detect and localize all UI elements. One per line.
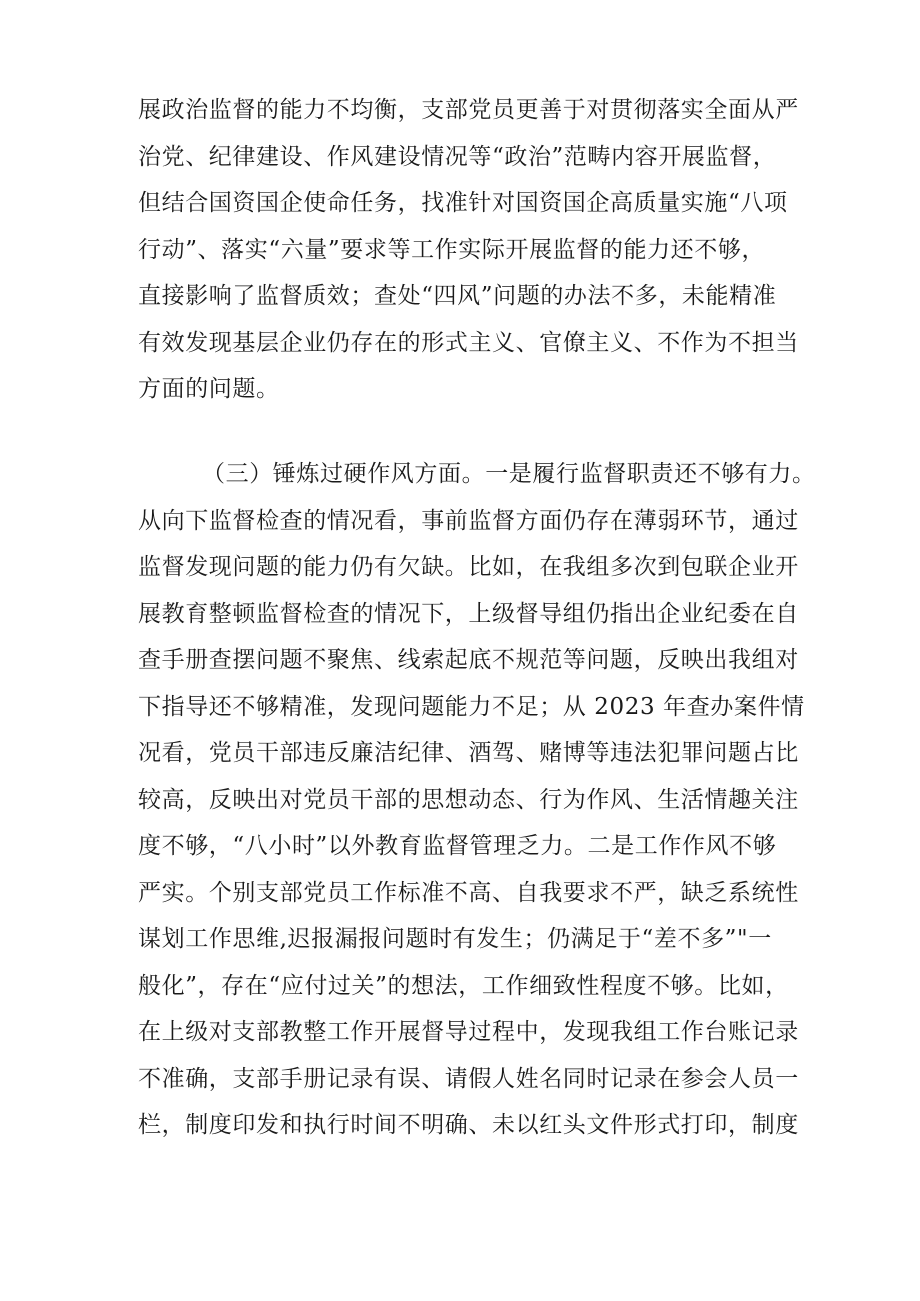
text-line: 查手册查摆问题不聚焦、线索起底不规范等问题，反映出我组对 <box>138 647 799 673</box>
text-line: 但结合国资国企使命任务，找准针对国资国企高质量实施“八项 <box>138 190 788 216</box>
text-line: 有效发现基层企业仍存在的形式主义、官僚主义、不作为不担当 <box>138 329 799 356</box>
text-line: 度不够，“八小时”以外教育监督管理乏力。二是工作作风不够 <box>138 833 777 859</box>
text-line: 展政治监督的能力不均衡，支部党员更善于对贯彻落实全面从严 <box>138 97 799 123</box>
text-line: 栏，制度印发和执行时间不明确、未以红头文件形式打印，制度 <box>138 1112 799 1138</box>
paragraph-continued <box>138 87 798 413</box>
text-line: 展教育整顿监督检查的情况下，上级督导组仍指出企业纪委在自 <box>138 600 799 627</box>
text-line: 直接影响了监督质效；查处“四风”问题的办法不多，未能精准 <box>138 283 777 309</box>
text-line: 在上级对支部教整工作开展督导过程中，发现我组工作台账记录 <box>138 1019 799 1045</box>
section-heading-line: （三）锤炼过硬作风方面。一是履行监督职责还不够有力。 <box>202 461 816 487</box>
text-line: 不准确，支部手册记录有误、请假人姓名同时记录在参会人员一 <box>138 1065 799 1092</box>
text-line: 治党、纪律建设、作风建设情况等“政治”范畴内容开展监督， <box>138 143 777 170</box>
text-line: 谋划工作思维,迟报漏报问题时有发生；仍满足于“差不多”"一 <box>138 926 772 952</box>
text-line: 行动”、落实“六量”要求等工作实际开展监督的能力还不够， <box>138 236 766 263</box>
text-line: 方面的问题。 <box>138 376 280 402</box>
text-line: 般化”，存在“应付过关”的想法，工作细致性程度不够。比如， <box>138 972 789 999</box>
text-line: 从向下监督检查的情况看，事前监督方面仍存在薄弱环节，通过 <box>138 507 799 534</box>
text-line: 严实。个别支部党员工作标准不高、自我要求不严，缺乏系统性 <box>138 879 799 906</box>
text-line: 较高，反映出对党员干部的思想动态、行为作风、生活情趣关注 <box>138 786 799 813</box>
paragraph-section-three <box>138 451 816 1149</box>
text-line: 况看，党员干部违反廉洁纪律、酒驾、赌博等违法犯罪问题占比 <box>138 740 799 766</box>
text-line: 监督发现问题的能力仍有欠缺。比如，在我组多次到包联企业开 <box>138 554 799 580</box>
text-line: 下指导还不够精准，发现问题能力不足；从 2023 年查办案件情 <box>138 693 805 720</box>
